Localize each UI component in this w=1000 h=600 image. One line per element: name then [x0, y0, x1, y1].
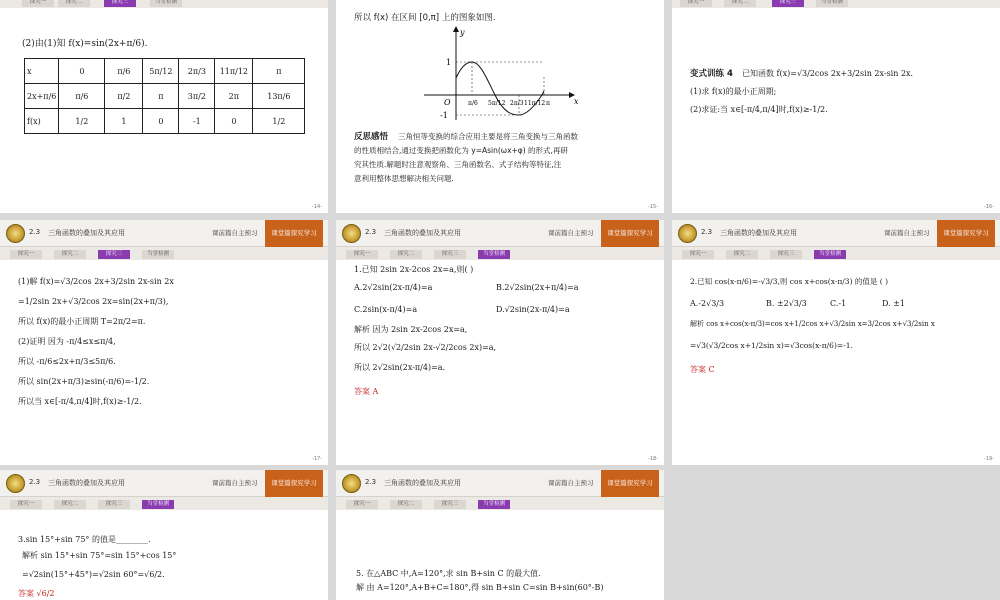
section-title: 三角函数的叠加及其应用	[48, 229, 125, 237]
tab-check[interactable]: 当堂检测	[816, 0, 848, 7]
function-graph	[416, 25, 656, 125]
school-logo-icon	[6, 474, 25, 493]
tab-explore-2[interactable]: 探究二	[54, 250, 86, 259]
table-cell: π/2	[105, 84, 143, 109]
slide-21	[336, 470, 664, 600]
tab-bar	[0, 247, 328, 260]
exercise-line: (1)求 f(x)的最小正周期;	[690, 87, 777, 96]
origin-label: O	[444, 98, 451, 107]
slide-18	[336, 220, 664, 465]
tab-check[interactable]: 当堂检测	[150, 0, 182, 7]
page-number: -15-	[648, 204, 658, 210]
answer-text: 答案 √6/2	[18, 589, 55, 598]
table-cell: 3π/2	[179, 84, 215, 109]
solution-line: 所以 2√2sin(2x-π/4)=a.	[354, 363, 446, 372]
table-cell: 0	[143, 109, 179, 134]
section-title: 三角函数的叠加及其应用	[48, 479, 125, 487]
section-title: 三角函数的叠加及其应用	[384, 229, 461, 237]
solution-line: 所以 -π/6≤2x+π/3≤5π/6.	[18, 357, 116, 366]
y-tick-neg1: -1	[440, 111, 448, 120]
tab-explore-2[interactable]: 探究二	[390, 250, 422, 259]
option-d: D.√2sin(2x-π/4)=a	[496, 305, 570, 314]
slide-17	[0, 220, 328, 465]
page-number: -14-	[312, 204, 322, 210]
section-title: 三角函数的叠加及其应用	[384, 479, 461, 487]
tab-bar	[672, 247, 1000, 260]
tab-explore-2[interactable]: 探究二	[54, 500, 86, 509]
solution-line: =1/2sin 2x+√3/2cos 2x=sin(2x+π/3),	[18, 297, 169, 306]
pre-study-button[interactable]: 课前篇自主预习	[884, 229, 930, 237]
tab-explore-3[interactable]: 探究三	[770, 250, 802, 259]
class-study-button[interactable]: 课堂篇探究学习	[937, 220, 995, 247]
tab-explore-2[interactable]: 探究二	[724, 0, 756, 7]
section-number: 2.3	[29, 478, 41, 486]
table-cell: 0	[215, 109, 253, 134]
table-cell: π	[143, 84, 179, 109]
tab-explore-2[interactable]: 探究二	[390, 500, 422, 509]
option-a: A.2√2sin(2x-π/4)=a	[354, 283, 433, 292]
question-text: 1.已知 2sin 2x-2cos 2x=a,则( )	[354, 265, 474, 274]
section-number: 2.3	[365, 478, 377, 486]
school-logo-icon	[678, 224, 697, 243]
school-logo-icon	[6, 224, 25, 243]
slide-20	[0, 470, 328, 600]
reflect-line: 意利用整体思想解决相关问题.	[354, 174, 454, 183]
solution-line: 所以 2√2(√2/2sin 2x-√2/2cos 2x)=a,	[354, 343, 497, 352]
solution-line: 解析 sin 15°+sin 75°=sin 15°+cos 15°	[22, 551, 177, 560]
tab-check[interactable]: 当堂检测	[814, 250, 846, 259]
tab-explore-3[interactable]: 探究三	[98, 500, 130, 509]
table-cell: 2x+π/6	[25, 84, 59, 109]
pre-study-button[interactable]: 课前篇自主预习	[548, 479, 594, 487]
solution-line: 所以 sin(2x+π/3)≥sin(-π/6)=-1/2.	[18, 377, 150, 386]
question-text: 3.sin 15°+sin 75° 的值是________.	[18, 535, 151, 544]
slide-14	[0, 0, 328, 213]
option-c: C.-1	[830, 299, 847, 308]
option-c: C.2sin(x-π/4)=a	[354, 305, 418, 314]
school-logo-icon	[342, 474, 361, 493]
x-label: x	[574, 97, 579, 106]
table-cell: -1	[179, 109, 215, 134]
solution-line: (2)由(1)知 f(x)=sin(2x+π/6).	[22, 39, 148, 49]
solution-line: 所以当 x∈[-π/4,π/4]时,f(x)≥-1/2.	[18, 397, 142, 406]
table-cell: f(x)	[25, 109, 59, 134]
option-b: B.2√2sin(2x+π/4)=a	[496, 283, 579, 292]
table-cell: x	[25, 59, 59, 84]
section-number: 2.3	[365, 228, 377, 236]
tab-bar	[0, 497, 328, 510]
slide-header	[0, 470, 328, 497]
tab-explore-1[interactable]: 探究一	[10, 500, 42, 509]
tab-explore-3[interactable]: 探究三	[98, 250, 130, 259]
x-tick: π	[546, 100, 550, 107]
class-study-button[interactable]: 课堂篇探究学习	[265, 220, 323, 247]
table-cell: 2π/3	[179, 59, 215, 84]
y-label: y	[460, 28, 465, 37]
solution-line: =√2sin(15°+45°)=√2sin 60°=√6/2.	[22, 570, 165, 579]
tab-bar	[0, 0, 328, 8]
reflect-line: 的性质相结合,通过变换把函数化为 y=Asin(ωx+φ) 的形式,再研	[354, 146, 568, 155]
section-number: 2.3	[29, 228, 41, 236]
tab-bar	[672, 0, 1000, 8]
section-title: 三角函数的叠加及其应用	[720, 229, 797, 237]
table-row	[25, 109, 305, 134]
tab-explore-1[interactable]: 探究一	[346, 250, 378, 259]
tab-explore-3[interactable]: 探究三	[104, 0, 136, 7]
tab-check[interactable]: 当堂检测	[142, 250, 174, 259]
page-number: -16-	[984, 204, 994, 210]
section-number: 2.3	[701, 228, 713, 236]
solution-line: 解析 因为 2sin 2x-2cos 2x=a,	[354, 325, 468, 334]
table-cell: 11π/12	[215, 59, 253, 84]
table-cell: π/6	[59, 84, 105, 109]
slide-header	[672, 220, 1000, 247]
option-b: B. ±2√3/3	[766, 299, 807, 308]
slide-header	[336, 220, 664, 247]
slide-header	[336, 470, 664, 497]
solution-line: (2)证明 因为 -π/4≤x≤π/4,	[18, 337, 116, 346]
tab-explore-1[interactable]: 探究一	[682, 250, 714, 259]
graph-intro: 所以 f(x) 在区间 [0,π] 上的图象如图.	[354, 13, 496, 23]
table-cell: 0	[59, 59, 105, 84]
answer-text: 答案 A	[354, 387, 379, 396]
exercise-line: (2)求证:当 x∈[-π/4,π/4]时,f(x)≥-1/2.	[690, 105, 828, 114]
page-number: -19-	[984, 456, 994, 462]
pre-study-button[interactable]: 课前篇自主预习	[548, 229, 594, 237]
tab-explore-3[interactable]: 探究三	[434, 500, 466, 509]
table-cell: 1	[105, 109, 143, 134]
tab-explore-2[interactable]: 探究二	[726, 250, 758, 259]
page-number: -18-	[648, 456, 658, 462]
table-cell: π/6	[105, 59, 143, 84]
table-cell: π	[253, 59, 305, 84]
answer-text: 答案 C	[690, 365, 715, 374]
slide-15	[336, 0, 664, 213]
x-tick: π/6	[468, 100, 478, 107]
table-cell: 1/2	[253, 109, 305, 134]
option-d: D. ±1	[882, 299, 906, 308]
reflect-line: 三角恒等变换的综合应用主要是将三角变换与三角函数	[398, 132, 578, 141]
y-tick-1: 1	[446, 58, 452, 67]
value-table	[24, 58, 305, 134]
table-cell: 13π/6	[253, 84, 305, 109]
class-study-button[interactable]: 课堂篇探究学习	[601, 220, 659, 247]
reflect-title: 反思感悟	[354, 132, 389, 142]
solution-line: =√3(√3/2cos x+1/2sin x)=√3cos(x-π/6)=-1.	[690, 341, 853, 350]
table-cell: 1/2	[59, 109, 105, 134]
solution-line: 解析 cos x+cos(x-π/3)=cos x+1/2cos x+√3/2sin x=3/2cos x+√3/2sin x	[690, 320, 935, 328]
exercise-line: 已知函数 f(x)=√3/2cos 2x+3/2sin 2x-sin 2x.	[742, 69, 914, 78]
reflect-line: 究其性质.解题时注意观察角、三角函数名、式子结构等特征,注	[354, 160, 562, 169]
tab-explore-1[interactable]: 探究一	[346, 500, 378, 509]
tab-explore-3[interactable]: 探究三	[434, 250, 466, 259]
question-text: 5. 在△ABC 中,A=120°,求 sin B+sin C 的最大值.	[356, 569, 541, 578]
solution-line: (1)解 f(x)=√3/2cos 2x+3/2sin 2x-sin 2x	[18, 277, 174, 286]
tab-check[interactable]: 当堂检测	[478, 250, 510, 259]
pre-study-button[interactable]: 课前篇自主预习	[212, 479, 258, 487]
class-study-button[interactable]: 课堂篇探究学习	[265, 470, 323, 497]
tab-explore-2[interactable]: 探究二	[58, 0, 90, 7]
solution-line: 所以 f(x)的最小正周期 T=2π/2=π.	[18, 317, 146, 326]
slide-16	[672, 0, 1000, 213]
page-number: -17-	[312, 456, 322, 462]
tab-explore-1[interactable]: 探究一	[680, 0, 712, 7]
tab-bar	[336, 247, 664, 260]
sine-curve	[456, 62, 544, 115]
x-tick: 2π/3	[510, 100, 524, 107]
tab-check[interactable]: 当堂检测	[478, 500, 510, 509]
table-row	[25, 59, 305, 84]
class-study-button[interactable]: 课堂篇探究学习	[601, 470, 659, 497]
slide-19	[672, 220, 1000, 465]
option-a: A.-2√3/3	[690, 299, 725, 308]
tab-explore-1[interactable]: 探究一	[22, 0, 54, 7]
exercise-title: 变式训练 4	[690, 69, 733, 79]
school-logo-icon	[342, 224, 361, 243]
table-row	[25, 84, 305, 109]
slide-header	[0, 220, 328, 247]
solution-line: 解 由 A=120°,A+B+C=180°,得 sin B+sin C=sin B+sin(60°-B)	[356, 583, 604, 592]
table-cell: 2π	[215, 84, 253, 109]
tab-bar	[336, 497, 664, 510]
tab-check[interactable]: 当堂检测	[142, 500, 174, 509]
x-tick: 11π/12	[524, 100, 546, 107]
pre-study-button[interactable]: 课前篇自主预习	[212, 229, 258, 237]
table-cell: 5π/12	[143, 59, 179, 84]
x-tick: 5π/12	[488, 100, 506, 107]
tab-explore-3[interactable]: 探究三	[772, 0, 804, 7]
question-text: 2.已知 cos(x-π/6)=-√3/3,则 cos x+cos(x-π/3) 的值是 ( )	[690, 277, 888, 286]
tab-explore-1[interactable]: 探究一	[10, 250, 42, 259]
